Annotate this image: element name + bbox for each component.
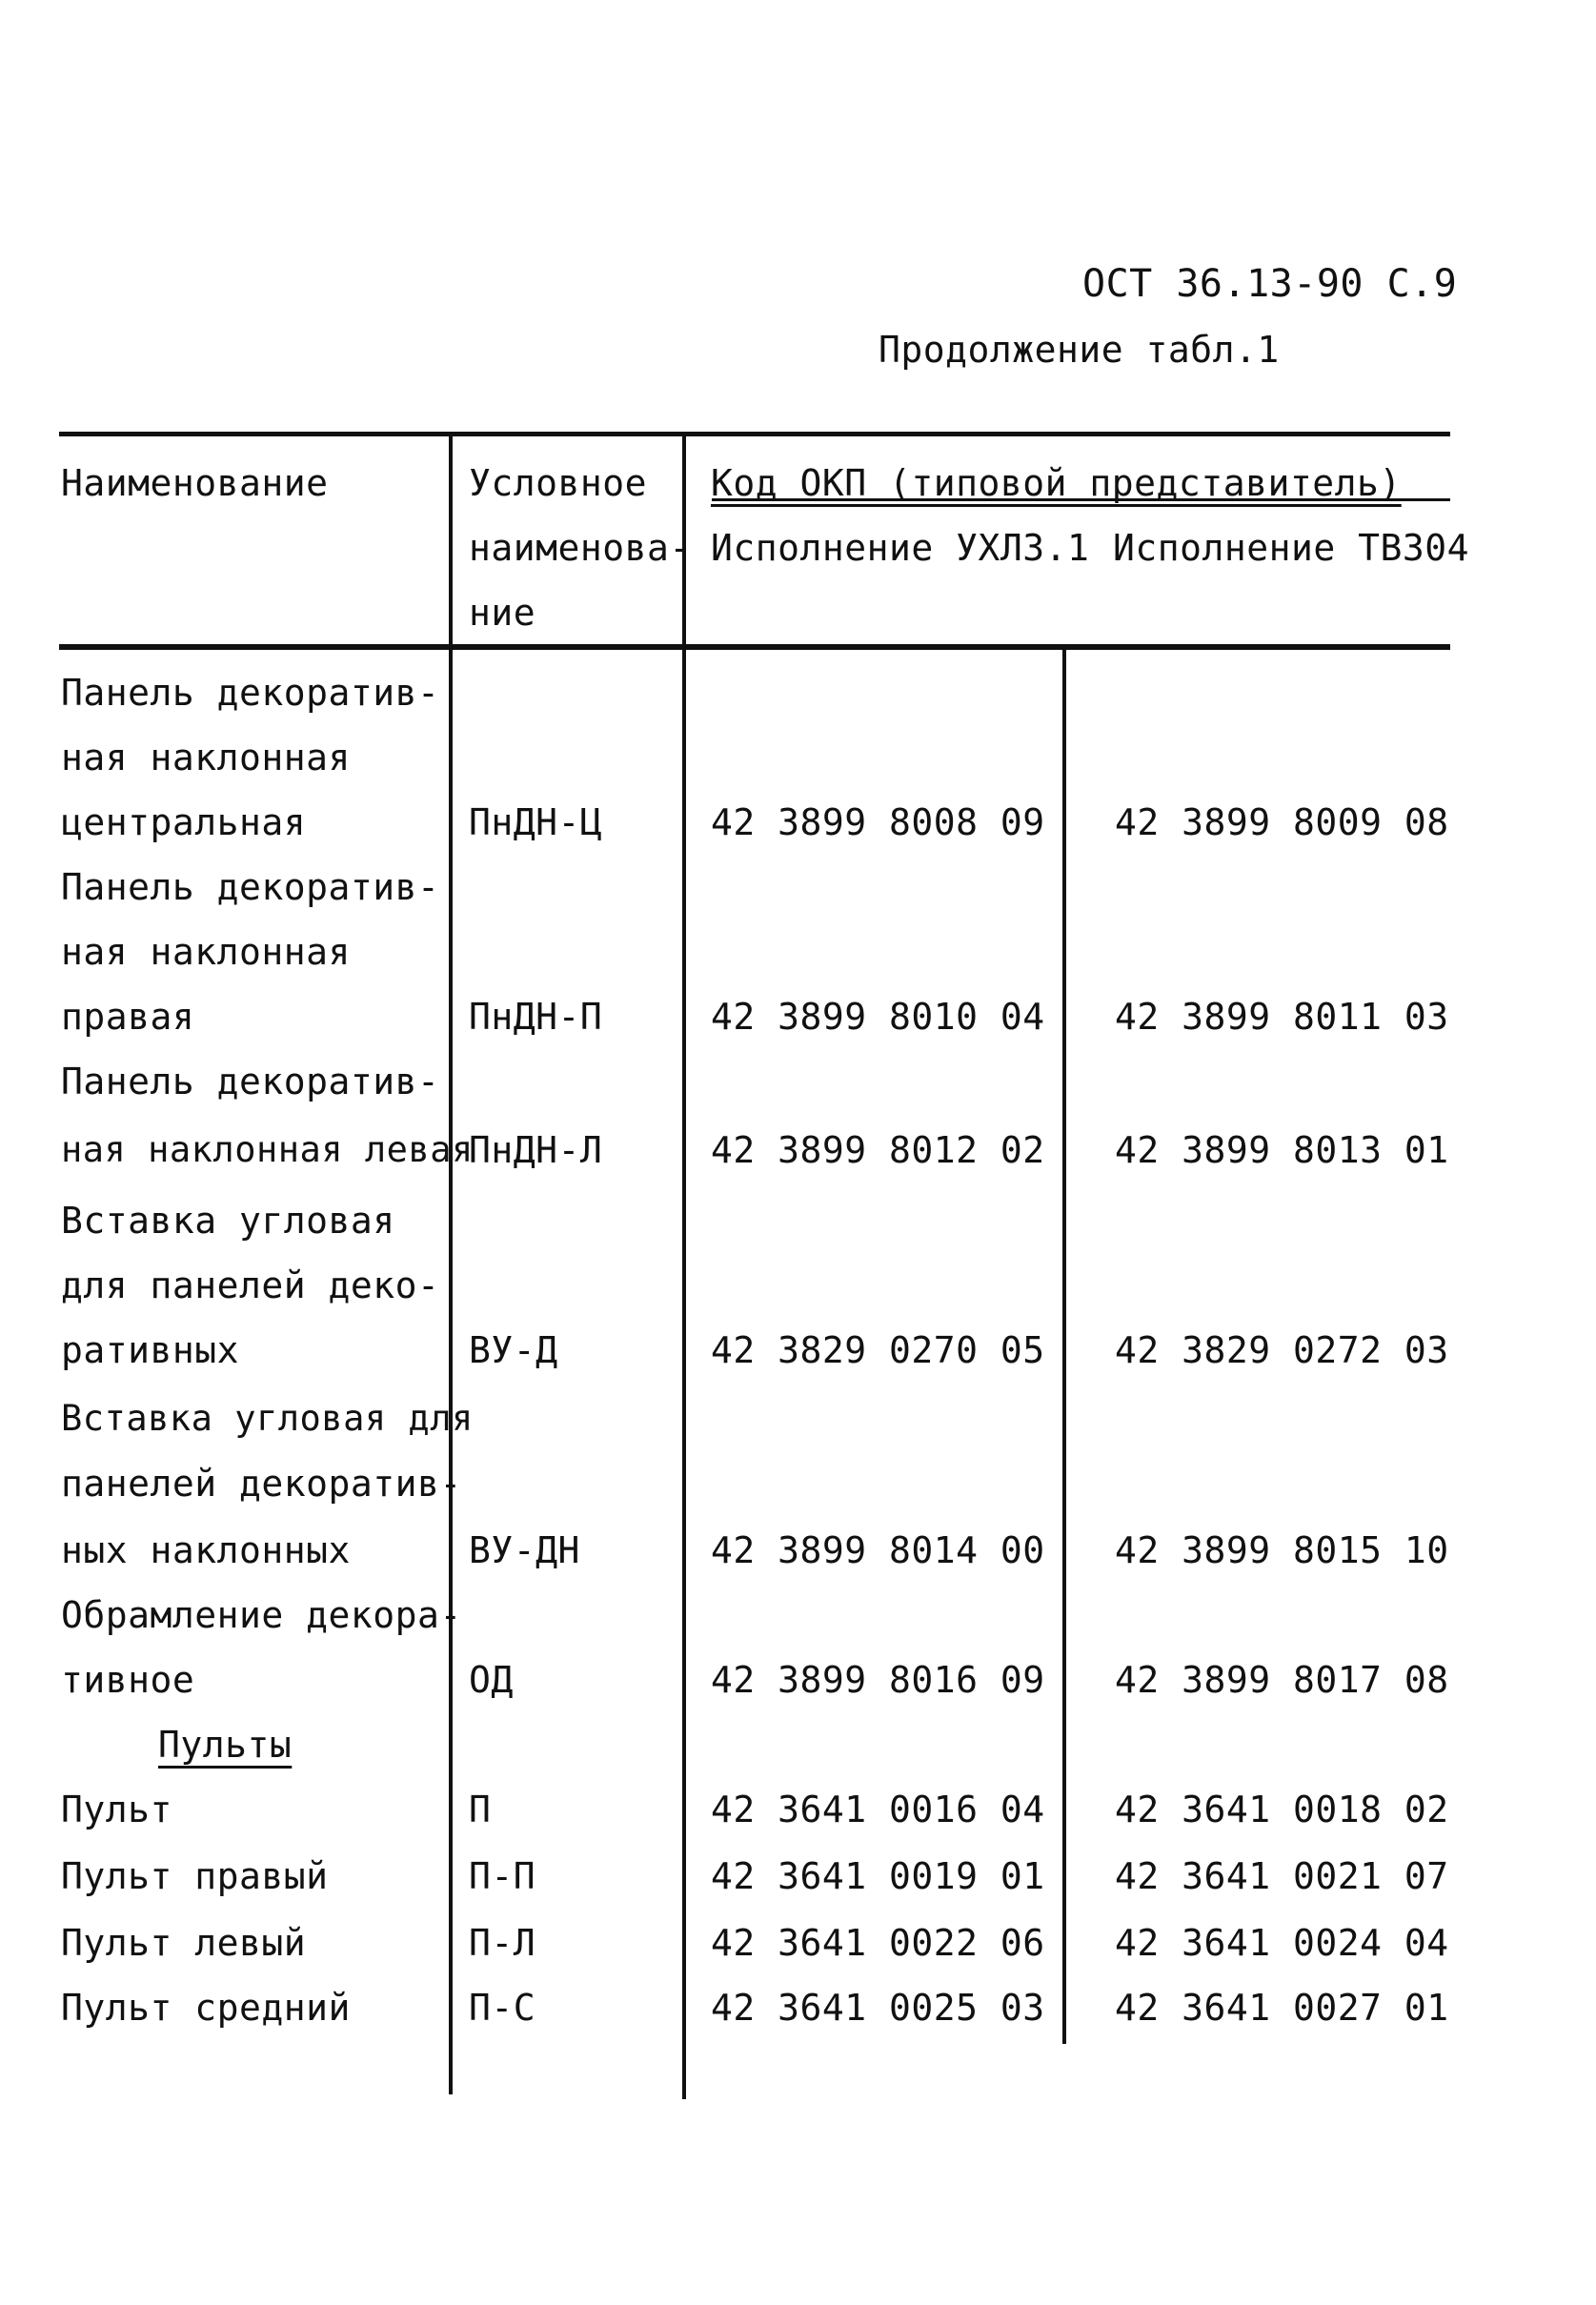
row-code-tv: 42 3899 8011 03 xyxy=(1115,996,1449,1038)
row-name-line: Панель декоратив- xyxy=(61,1061,440,1102)
row-name-line: Панель декоратив- xyxy=(61,866,440,908)
row-name-line: Обрамление декора- xyxy=(61,1594,462,1636)
pult-row-short: П-Л xyxy=(469,1922,536,1964)
table-header-bottom-rule xyxy=(59,644,1450,650)
pult-row-name: Пульт левый xyxy=(61,1922,307,1964)
pult-row-code-tv: 42 3641 0021 07 xyxy=(1115,1855,1449,1897)
row-short: ОД xyxy=(469,1659,514,1701)
row-short: ПнДН-Ц xyxy=(469,801,603,843)
row-code-tv: 42 3899 8015 10 xyxy=(1115,1529,1449,1571)
header-short-line-2: наименова- xyxy=(469,527,692,569)
row-name-line: тивное xyxy=(61,1659,195,1701)
document-code: ОСТ 36.13-90 С.9 xyxy=(1082,262,1458,306)
row-code-uhl: 42 3829 0270 05 xyxy=(711,1329,1045,1371)
pult-row-name: Пульт xyxy=(61,1789,172,1830)
table-top-rule xyxy=(59,432,1450,436)
pult-row-code-tv: 42 3641 0018 02 xyxy=(1115,1789,1449,1830)
row-short: ПнДН-П xyxy=(469,996,603,1038)
header-okp: Код ОКП (типовой представитель) xyxy=(711,462,1402,504)
pult-row-code-uhl: 42 3641 0025 03 xyxy=(711,1987,1045,2029)
row-name-line: ная наклонная левая xyxy=(61,1129,474,1170)
row-code-uhl: 42 3899 8012 02 xyxy=(711,1129,1045,1171)
pult-row-name: Пульт правый xyxy=(61,1855,329,1897)
pult-row-name: Пульт средний xyxy=(61,1987,351,2029)
row-code-tv: 42 3899 8017 08 xyxy=(1115,1659,1449,1701)
row-name-line: центральная xyxy=(61,801,307,843)
pult-row-short: П-С xyxy=(469,1987,536,2029)
pult-row-code-tv: 42 3641 0027 01 xyxy=(1115,1987,1449,2029)
header-short-line-1: Условное xyxy=(469,462,648,504)
row-code-tv: 42 3829 0272 03 xyxy=(1115,1329,1449,1371)
column-divider-2 xyxy=(682,432,686,2099)
row-code-uhl: 42 3899 8010 04 xyxy=(711,996,1045,1038)
section-title-pults: Пульты xyxy=(158,1724,293,1766)
pult-row-code-tv: 42 3641 0024 04 xyxy=(1115,1922,1449,1964)
row-name-line: Вставка угловая для xyxy=(61,1398,474,1439)
row-short: ПнДН-Л xyxy=(469,1129,603,1171)
row-code-uhl: 42 3899 8008 09 xyxy=(711,801,1045,843)
pult-row-code-uhl: 42 3641 0022 06 xyxy=(711,1922,1045,1964)
pult-row-short: П xyxy=(469,1789,492,1830)
row-name-line: ная наклонная xyxy=(61,931,351,973)
row-name-line: ная наклонная xyxy=(61,737,351,778)
row-name-line: Вставка угловая xyxy=(61,1200,395,1242)
row-code-uhl: 42 3899 8014 00 xyxy=(711,1529,1045,1571)
pult-row-code-uhl: 42 3641 0016 04 xyxy=(711,1789,1045,1830)
header-short-line-3: ние xyxy=(469,592,536,634)
row-name-line: правая xyxy=(61,996,195,1038)
row-name-line: ных наклонных xyxy=(61,1529,351,1571)
table-continuation-label: Продолжение табл.1 xyxy=(879,329,1280,371)
row-code-tv: 42 3899 8013 01 xyxy=(1115,1129,1449,1171)
pult-row-code-uhl: 42 3641 0019 01 xyxy=(711,1855,1045,1897)
row-short: ВУ-ДН xyxy=(469,1529,580,1571)
header-version-uhl: Исполнение УХЛ3.1 xyxy=(711,527,1090,569)
row-short: ВУ-Д xyxy=(469,1329,558,1371)
row-code-uhl: 42 3899 8016 09 xyxy=(711,1659,1045,1701)
row-name-line: панелей декоратив- xyxy=(61,1463,462,1505)
column-divider-3 xyxy=(1062,648,1066,2044)
row-name-line: для панелей деко- xyxy=(61,1264,440,1306)
row-name-line: Панель декоратив- xyxy=(61,672,440,714)
header-version-tv: Исполнение ТВ304 xyxy=(1113,527,1470,569)
row-name-line: ративных xyxy=(61,1329,240,1371)
row-code-tv: 42 3899 8009 08 xyxy=(1115,801,1449,843)
pult-row-short: П-П xyxy=(469,1855,536,1897)
header-name: Наименование xyxy=(61,462,329,504)
column-divider-1 xyxy=(449,432,453,2094)
